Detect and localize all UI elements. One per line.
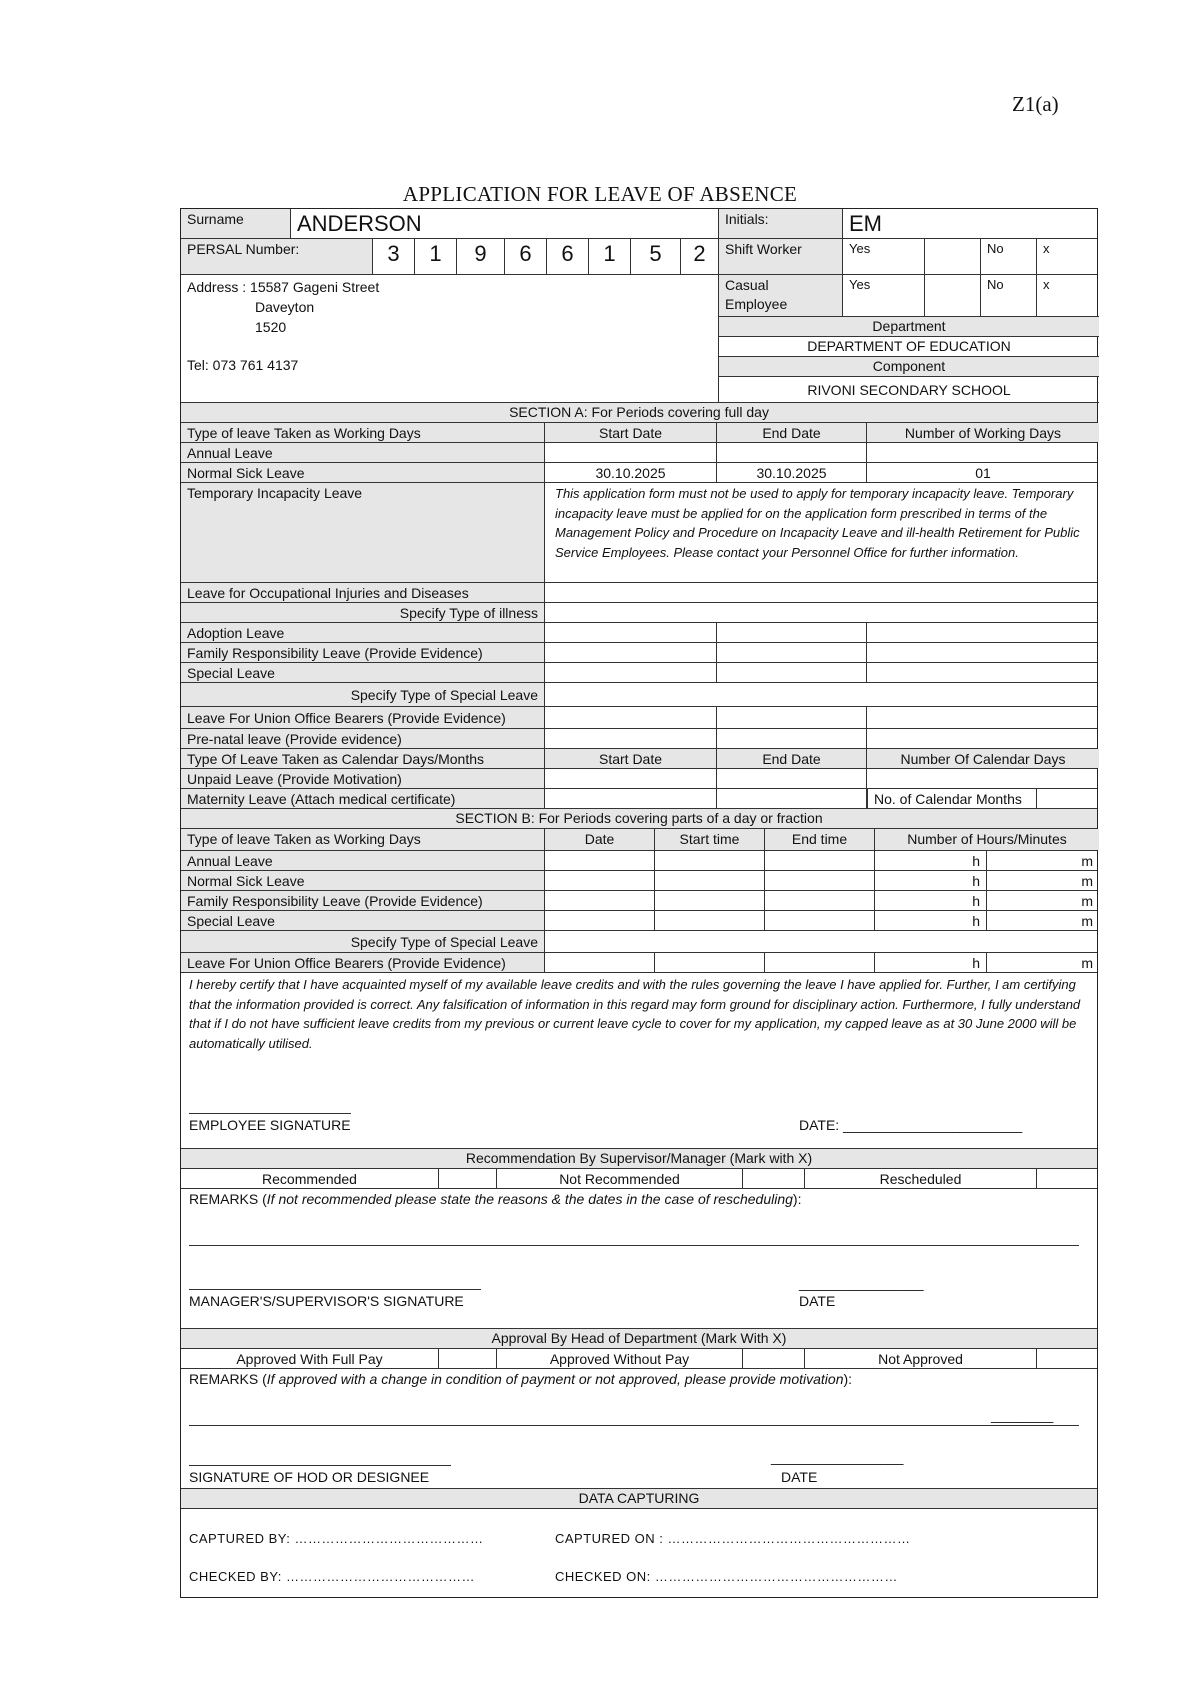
casual-label: Casual Employee <box>719 275 843 316</box>
persal-digit[interactable]: 6 <box>547 239 589 274</box>
persal-label: PERSAL Number: <box>181 239 373 274</box>
section-b-header-row <box>181 829 1097 851</box>
sick-leave-row <box>181 463 1097 483</box>
employee-signature-line[interactable] <box>189 1113 351 1114</box>
special-row <box>181 663 1097 683</box>
component-label: Component <box>719 357 1099 377</box>
approved-without-pay-label: Approved Without Pay <box>497 1349 743 1368</box>
special-days[interactable] <box>867 663 1099 682</box>
department-label: Department <box>719 317 1099 337</box>
form-title: APPLICATION FOR LEAVE OF ABSENCE <box>402 182 798 206</box>
initials-label: Initials: <box>719 209 843 238</box>
maternity-start[interactable] <box>545 789 717 808</box>
b-union-date[interactable] <box>545 953 655 972</box>
b-sick-hours[interactable]: h <box>875 871 987 890</box>
b-sick-row <box>181 871 1097 891</box>
b-sick-minutes[interactable]: m <box>1081 873 1093 889</box>
occupational-row <box>181 583 1097 603</box>
hod-signature-line[interactable] <box>189 1465 451 1466</box>
b-sick-date[interactable] <box>545 871 655 890</box>
captured-on-field[interactable]: CAPTURED ON : ……………………………………………… <box>555 1531 911 1546</box>
b-union-hours[interactable]: h <box>875 953 987 972</box>
approval-heading: Approval By Head of Department (Mark With X) <box>181 1329 1097 1349</box>
persal-digit[interactable]: 9 <box>457 239 505 274</box>
b-sick-end[interactable] <box>765 871 875 890</box>
b-specify-special-field[interactable] <box>545 931 1099 952</box>
calendar-header-row <box>181 749 1097 769</box>
specify-special-label: Specify Type of Special Leave <box>181 683 545 706</box>
certification-text: I hereby certify that I have acquainted myself of my available leave credits and with the rules governing the leave I have applied for. Further, I am certifying that the information provided is correct. Any falsification of information in this regard may form ground for disciplinary action. Furthermore, I fully understand that if I do not have sufficient leave credits from my previous or current leave cycle to cover for my application, my capped leave as at 30 June 2000 will be automatically utilised. <box>189 977 1081 1051</box>
form-code: Z1(a) <box>1012 92 1059 116</box>
b-special-label: Special Leave <box>181 911 545 930</box>
b-annual-end[interactable] <box>765 851 875 870</box>
address-line1: 15587 Gageni Street <box>250 279 380 295</box>
surname-row <box>181 209 1097 239</box>
recommended-box[interactable] <box>439 1169 497 1188</box>
hod-signature-label: SIGNATURE OF HOD OR DESIGNEE <box>189 1469 430 1485</box>
unpaid-days[interactable] <box>867 769 1099 788</box>
b-special-start[interactable] <box>655 911 765 930</box>
b-special-end[interactable] <box>765 911 875 930</box>
prenatal-start[interactable] <box>545 729 717 748</box>
address-line3: 1520 <box>255 319 287 335</box>
checked-on-field[interactable]: CHECKED ON: ……………………………………………… <box>555 1569 898 1584</box>
not-recommended-label: Not Recommended <box>497 1169 743 1188</box>
family-start[interactable] <box>545 643 717 662</box>
b-union-label: Leave For Union Office Bearers (Provide Evidence) <box>181 953 545 972</box>
temp-incapacity-row <box>181 483 1097 583</box>
section-a-header-row <box>181 423 1097 443</box>
checked-by-field[interactable]: CHECKED BY: …………………………………… <box>189 1569 476 1584</box>
union-label: Leave For Union Office Bearers (Provide Evidence) <box>181 707 545 728</box>
col-calendar-days: Number Of Calendar Days <box>867 749 1099 768</box>
b-annual-hours[interactable]: h <box>875 851 987 870</box>
b-specify-special-row <box>181 931 1097 953</box>
prenatal-row <box>181 729 1097 749</box>
col-end-time: End time <box>765 829 875 850</box>
b-union-start[interactable] <box>655 953 765 972</box>
b-specify-special-label: Specify Type of Special Leave <box>181 931 545 952</box>
not-recommended-box[interactable] <box>743 1169 805 1188</box>
b-annual-row <box>181 851 1097 871</box>
b-union-end[interactable] <box>765 953 875 972</box>
sick-start-field[interactable]: 30.10.2025 <box>545 463 717 482</box>
unpaid-end[interactable] <box>717 769 867 788</box>
b-family-label: Family Responsibility Leave (Provide Evidence) <box>181 891 545 910</box>
b-family-date[interactable] <box>545 891 655 910</box>
special-end[interactable] <box>717 663 867 682</box>
adoption-start[interactable] <box>545 623 717 642</box>
col-date-b: Date <box>545 829 655 850</box>
approval-remarks-label: REMARKS (If approved with a change in condition of payment or not approved, please provide motivation): <box>189 1371 853 1387</box>
casual-employee-row <box>719 275 1099 317</box>
data-capturing-heading: DATA CAPTURING <box>181 1489 1097 1509</box>
annual-days-field[interactable] <box>867 443 1099 462</box>
union-end[interactable] <box>717 707 867 728</box>
col-end-date: End Date <box>717 423 867 442</box>
family-end[interactable] <box>717 643 867 662</box>
shift-yes-box[interactable] <box>925 239 981 274</box>
recommended-label: Recommended <box>181 1169 439 1188</box>
maternity-row <box>181 789 1097 809</box>
b-annual-minutes[interactable]: m <box>1081 853 1093 869</box>
captured-by-field[interactable]: CAPTURED BY: …………………………………… <box>189 1531 484 1546</box>
recommendation-remarks-label: REMARKS (If not recommended please state the reasons & the dates in the case of rescheduling): <box>189 1191 802 1207</box>
prenatal-days[interactable] <box>867 729 1099 748</box>
persal-digit[interactable]: 1 <box>415 239 457 274</box>
b-special-minutes[interactable]: m <box>1081 913 1093 929</box>
approved-full-pay-box[interactable] <box>439 1349 497 1368</box>
approval-remarks-line[interactable] <box>189 1425 1079 1426</box>
recommendation-heading: Recommendation By Supervisor/Manager (Mark with X) <box>181 1149 1097 1169</box>
col-working-days: Number of Working Days <box>867 423 1099 442</box>
temp-incapacity-label: Temporary Incapacity Leave <box>181 483 545 582</box>
casual-no-box[interactable]: x <box>1043 277 1050 292</box>
specify-illness-row <box>181 603 1097 623</box>
adoption-label: Adoption Leave <box>181 623 545 642</box>
specify-special-field[interactable] <box>545 683 1099 706</box>
address-block <box>181 275 719 403</box>
approval-remarks-end-blank: ________ <box>991 1407 1054 1423</box>
not-approved-label: Not Approved <box>805 1349 1037 1368</box>
b-annual-date[interactable] <box>545 851 655 870</box>
surname-field[interactable]: ANDERSON <box>291 209 719 238</box>
specify-illness-field[interactable] <box>545 603 1099 622</box>
prenatal-label: Pre-natal leave (Provide evidence) <box>181 729 545 748</box>
union-days[interactable] <box>867 707 1099 728</box>
data-capturing-block <box>181 1509 1097 1597</box>
manager-signature-label: MANAGER'S/SUPERVISOR'S SIGNATURE <box>189 1293 464 1309</box>
address-label: Address : <box>187 279 247 295</box>
months-label: No. of Calendar Months <box>867 789 1037 808</box>
shift-no-box[interactable]: x <box>1043 241 1050 256</box>
b-annual-label: Annual Leave <box>181 851 545 870</box>
col-type: Type of leave Taken as Working Days <box>181 423 545 442</box>
annual-leave-label: Annual Leave <box>181 443 545 462</box>
approved-full-pay-label: Approved With Full Pay <box>181 1349 439 1368</box>
persal-digit[interactable]: 2 <box>681 239 719 274</box>
b-union-row <box>181 953 1097 973</box>
b-special-date[interactable] <box>545 911 655 930</box>
hod-date-blank[interactable]: _________________ <box>771 1449 904 1465</box>
col-type-b: Type of leave Taken as Working Days <box>181 829 545 850</box>
approval-options-row <box>181 1349 1097 1369</box>
initials-field[interactable]: EM <box>849 211 882 236</box>
employee-signature-label: EMPLOYEE SIGNATURE <box>189 1117 351 1133</box>
hod-date-label: DATE <box>781 1469 818 1485</box>
adoption-row <box>181 623 1097 643</box>
specify-special-row <box>181 683 1097 707</box>
b-family-end[interactable] <box>765 891 875 910</box>
family-days[interactable] <box>867 643 1099 662</box>
department-field[interactable]: DEPARTMENT OF EDUCATION <box>719 337 1099 357</box>
employee-date[interactable]: DATE: _______________________ <box>799 1117 1023 1133</box>
sick-leave-label: Normal Sick Leave <box>181 463 545 482</box>
manager-date-blank[interactable]: ________________ <box>799 1275 924 1291</box>
rescheduled-label: Rescheduled <box>805 1169 1037 1188</box>
occupational-field[interactable] <box>545 583 1099 602</box>
section-a-heading: SECTION A: For Periods covering full day <box>181 403 1097 423</box>
not-approved-box[interactable] <box>1037 1349 1099 1368</box>
rescheduled-box[interactable] <box>1037 1169 1099 1188</box>
special-start[interactable] <box>545 663 717 682</box>
b-sick-start[interactable] <box>655 871 765 890</box>
col-end-calendar: End Date <box>717 749 867 768</box>
temp-incapacity-note: This application form must not be used to apply for temporary incapacity leave. Temporary incapacity leave must be applied for on the application form prescribed in terms of the Management Policy and Procedure on Incapacity Leave and ill-health Retirement for Public Service Employees. Please contact your Personnel Office for further information. <box>555 486 1080 560</box>
approval-remarks-block <box>181 1369 1097 1489</box>
unpaid-row <box>181 769 1097 789</box>
annual-end-field[interactable] <box>717 443 867 462</box>
persal-digit[interactable]: 1 <box>589 239 631 274</box>
specify-illness-label: Specify Type of illness <box>181 603 545 622</box>
prenatal-end[interactable] <box>717 729 867 748</box>
col-start-calendar: Start Date <box>545 749 717 768</box>
adoption-days[interactable] <box>867 623 1099 642</box>
col-start-date: Start Date <box>545 423 717 442</box>
address-line2: Daveyton <box>255 299 315 315</box>
certification-block <box>181 973 1097 1149</box>
casual-yes-label: Yes <box>843 275 925 316</box>
leave-application-form <box>180 208 1098 1598</box>
b-family-row <box>181 891 1097 911</box>
b-family-hours[interactable]: h <box>875 891 987 910</box>
component-field[interactable]: RIVONI SECONDARY SCHOOL <box>719 377 1099 403</box>
family-row <box>181 643 1097 663</box>
b-special-hours[interactable]: h <box>875 911 987 930</box>
persal-digit[interactable]: 5 <box>631 239 681 274</box>
maternity-end[interactable] <box>717 789 867 808</box>
shift-worker-label: Shift Worker <box>719 239 843 274</box>
b-union-minutes[interactable]: m <box>1081 955 1093 971</box>
shift-yes-label: Yes <box>843 239 925 274</box>
union-start[interactable] <box>545 707 717 728</box>
persal-digit[interactable]: 3 <box>373 239 415 274</box>
persal-row <box>181 239 1097 275</box>
shift-no-label: No <box>981 239 1037 274</box>
b-family-start[interactable] <box>655 891 765 910</box>
casual-yes-box[interactable] <box>925 275 981 316</box>
section-b-heading: SECTION B: For Periods covering parts of a day or fraction <box>181 809 1097 829</box>
b-sick-label: Normal Sick Leave <box>181 871 545 890</box>
b-family-minutes[interactable]: m <box>1081 893 1093 909</box>
surname-label: Surname <box>181 209 291 238</box>
col-start-time: Start time <box>655 829 765 850</box>
casual-no-label: No <box>981 275 1037 316</box>
manager-signature-line[interactable] <box>189 1289 481 1290</box>
annual-leave-row <box>181 443 1097 463</box>
recommendation-remarks-line[interactable] <box>189 1245 1079 1246</box>
persal-digit[interactable]: 6 <box>505 239 547 274</box>
recommendation-remarks-block <box>181 1189 1097 1329</box>
approved-without-pay-box[interactable] <box>743 1349 805 1368</box>
family-label: Family Responsibility Leave (Provide Evidence) <box>181 643 545 662</box>
telephone: Tel: 073 761 4137 <box>187 357 299 373</box>
unpaid-start[interactable] <box>545 769 717 788</box>
col-type-calendar: Type Of Leave Taken as Calendar Days/Months <box>181 749 545 768</box>
unpaid-label: Unpaid Leave (Provide Motivation) <box>181 769 545 788</box>
special-label: Special Leave <box>181 663 545 682</box>
sick-days-field[interactable]: 01 <box>975 465 991 481</box>
sick-end-field[interactable]: 30.10.2025 <box>717 463 867 482</box>
adoption-end[interactable] <box>717 623 867 642</box>
col-hours-minutes: Number of Hours/Minutes <box>875 829 1099 850</box>
union-row <box>181 707 1097 729</box>
b-special-row <box>181 911 1097 931</box>
annual-start-field[interactable] <box>545 443 717 462</box>
months-field[interactable] <box>1037 789 1099 808</box>
occupational-label: Leave for Occupational Injuries and Diseases <box>181 583 545 602</box>
recommendation-options-row <box>181 1169 1097 1189</box>
manager-date-label: DATE <box>799 1293 836 1309</box>
b-annual-start[interactable] <box>655 851 765 870</box>
maternity-label: Maternity Leave (Attach medical certificate) <box>181 789 545 808</box>
